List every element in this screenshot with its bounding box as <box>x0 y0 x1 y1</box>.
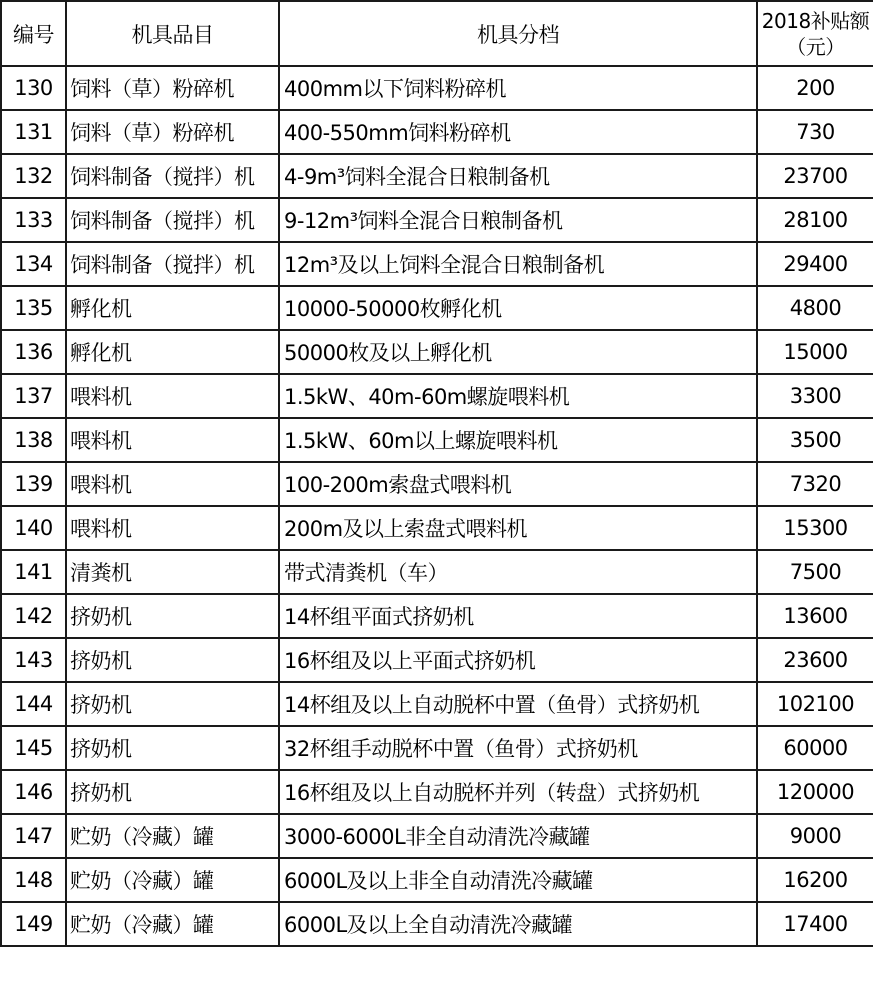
row-number: 140 <box>1 506 66 550</box>
header-item: 机具品目 <box>66 1 279 66</box>
row-number: 142 <box>1 594 66 638</box>
row-item: 贮奶（冷藏）罐 <box>66 858 279 902</box>
row-category: 100-200m索盘式喂料机 <box>279 462 757 506</box>
row-category: 6000L及以上非全自动清洗冷藏罐 <box>279 858 757 902</box>
row-number: 143 <box>1 638 66 682</box>
row-number: 147 <box>1 814 66 858</box>
row-category: 1.5kW、60m以上螺旋喂料机 <box>279 418 757 462</box>
row-subsidy: 102100 <box>757 682 873 726</box>
row-subsidy: 200 <box>757 66 873 110</box>
row-subsidy: 17400 <box>757 902 873 946</box>
table-row <box>1 330 873 374</box>
row-subsidy: 3500 <box>757 418 873 462</box>
row-number: 138 <box>1 418 66 462</box>
row-subsidy: 16200 <box>757 858 873 902</box>
table-row <box>1 594 873 638</box>
row-subsidy: 7320 <box>757 462 873 506</box>
row-category: 14杯组及以上自动脱杯中置（鱼骨）式挤奶机 <box>279 682 757 726</box>
row-subsidy: 15300 <box>757 506 873 550</box>
table-row <box>1 110 873 154</box>
row-number: 149 <box>1 902 66 946</box>
row-subsidy: 13600 <box>757 594 873 638</box>
row-category: 9-12m³饲料全混合日粮制备机 <box>279 198 757 242</box>
row-category: 10000-50000枚孵化机 <box>279 286 757 330</box>
row-subsidy: 29400 <box>757 242 873 286</box>
row-category: 50000枚及以上孵化机 <box>279 330 757 374</box>
table-header <box>1 1 873 66</box>
table-row <box>1 550 873 594</box>
table-row <box>1 462 873 506</box>
row-item: 贮奶（冷藏）罐 <box>66 902 279 946</box>
header-subsidy: 2018补贴额（元） <box>757 1 873 66</box>
row-item: 挤奶机 <box>66 682 279 726</box>
table-row <box>1 638 873 682</box>
row-number: 148 <box>1 858 66 902</box>
row-number: 135 <box>1 286 66 330</box>
header-number: 编号 <box>1 1 66 66</box>
table-row <box>1 858 873 902</box>
row-category: 200m及以上索盘式喂料机 <box>279 506 757 550</box>
row-item: 喂料机 <box>66 374 279 418</box>
row-item: 饲料（草）粉碎机 <box>66 66 279 110</box>
table-row <box>1 814 873 858</box>
table-row <box>1 286 873 330</box>
row-item: 挤奶机 <box>66 770 279 814</box>
row-item: 孵化机 <box>66 330 279 374</box>
table-row <box>1 66 873 110</box>
row-number: 133 <box>1 198 66 242</box>
row-subsidy: 120000 <box>757 770 873 814</box>
table-row <box>1 770 873 814</box>
row-category: 400-550mm饲料粉碎机 <box>279 110 757 154</box>
row-item: 挤奶机 <box>66 638 279 682</box>
row-subsidy: 4800 <box>757 286 873 330</box>
row-number: 131 <box>1 110 66 154</box>
row-number: 134 <box>1 242 66 286</box>
row-subsidy: 7500 <box>757 550 873 594</box>
row-category: 带式清粪机（车） <box>279 550 757 594</box>
row-subsidy: 9000 <box>757 814 873 858</box>
row-number: 145 <box>1 726 66 770</box>
table-row <box>1 506 873 550</box>
row-item: 喂料机 <box>66 506 279 550</box>
row-number: 141 <box>1 550 66 594</box>
row-subsidy: 28100 <box>757 198 873 242</box>
row-category: 12m³及以上饲料全混合日粮制备机 <box>279 242 757 286</box>
row-number: 130 <box>1 66 66 110</box>
row-subsidy: 23600 <box>757 638 873 682</box>
row-category: 14杯组平面式挤奶机 <box>279 594 757 638</box>
row-number: 139 <box>1 462 66 506</box>
row-subsidy: 3300 <box>757 374 873 418</box>
row-category: 32杯组手动脱杯中置（鱼骨）式挤奶机 <box>279 726 757 770</box>
row-number: 144 <box>1 682 66 726</box>
table-row <box>1 418 873 462</box>
header-row <box>1 1 873 66</box>
row-item: 饲料（草）粉碎机 <box>66 110 279 154</box>
row-category: 16杯组及以上自动脱杯并列（转盘）式挤奶机 <box>279 770 757 814</box>
table-row <box>1 682 873 726</box>
row-subsidy: 730 <box>757 110 873 154</box>
row-subsidy: 15000 <box>757 330 873 374</box>
row-item: 贮奶（冷藏）罐 <box>66 814 279 858</box>
header-category: 机具分档 <box>279 1 757 66</box>
table-row <box>1 198 873 242</box>
row-item: 孵化机 <box>66 286 279 330</box>
row-item: 喂料机 <box>66 418 279 462</box>
row-item: 挤奶机 <box>66 726 279 770</box>
row-subsidy: 60000 <box>757 726 873 770</box>
row-category: 16杯组及以上平面式挤奶机 <box>279 638 757 682</box>
row-category: 3000-6000L非全自动清洗冷藏罐 <box>279 814 757 858</box>
row-item: 饲料制备（搅拌）机 <box>66 154 279 198</box>
row-category: 1.5kW、40m-60m螺旋喂料机 <box>279 374 757 418</box>
row-item: 挤奶机 <box>66 594 279 638</box>
row-number: 137 <box>1 374 66 418</box>
table-row <box>1 154 873 198</box>
table-row <box>1 374 873 418</box>
row-subsidy: 23700 <box>757 154 873 198</box>
row-category: 400mm以下饲料粉碎机 <box>279 66 757 110</box>
table-row <box>1 726 873 770</box>
row-item: 饲料制备（搅拌）机 <box>66 242 279 286</box>
table-row <box>1 902 873 946</box>
row-category: 4-9m³饲料全混合日粮制备机 <box>279 154 757 198</box>
table-body <box>1 66 873 946</box>
row-category: 6000L及以上全自动清洗冷藏罐 <box>279 902 757 946</box>
row-item: 饲料制备（搅拌）机 <box>66 198 279 242</box>
row-number: 146 <box>1 770 66 814</box>
row-item: 喂料机 <box>66 462 279 506</box>
row-item: 清粪机 <box>66 550 279 594</box>
row-number: 132 <box>1 154 66 198</box>
row-number: 136 <box>1 330 66 374</box>
table-row <box>1 242 873 286</box>
